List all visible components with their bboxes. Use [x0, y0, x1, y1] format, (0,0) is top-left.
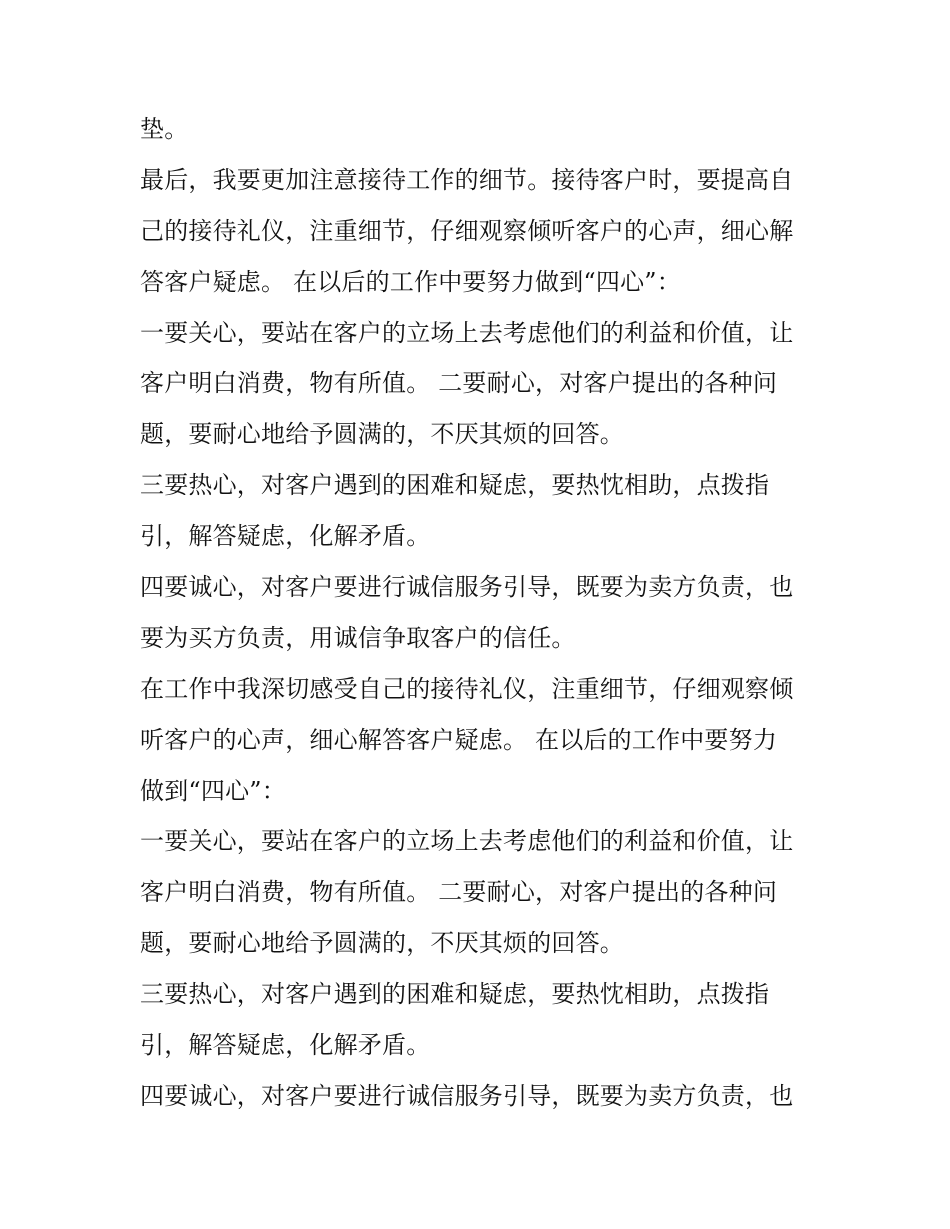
text-line: 一要关心，要站在客户的立场上去考虑他们的利益和价值，让	[140, 318, 794, 347]
text-line: 最后，我要更加注意接待工作的细节。接待客户时，要提高自	[140, 165, 794, 194]
text-line: 客户明白消费，物有所值。 二要耐心，对客户提出的各种问	[140, 878, 778, 907]
text-line: 四要诚心，对客户要进行诚信服务引导，既要为卖方负责，也	[140, 573, 794, 602]
text-line: 三要热心，对客户遇到的困难和疑虑，要热忱相助，点拨指	[140, 471, 770, 500]
text-line: 引，解答疑虑，化解矛盾。	[140, 1031, 431, 1060]
text-line: 题，要耐心地给予圆满的，不厌其烦的回答。	[140, 420, 624, 449]
text-line: 三要热心，对客户遇到的困难和疑虑，要热忱相助，点拨指	[140, 980, 770, 1009]
text-line: 己的接待礼仪，注重细节，仔细观察倾听客户的心声，细心解	[140, 216, 794, 245]
text-line: 引，解答疑虑，化解矛盾。	[140, 522, 431, 551]
text-line: 在工作中我深切感受自己的接待礼仪，注重细节，仔细观察倾	[140, 674, 794, 703]
body-text	[140, 104, 820, 1122]
text-line: 题，要耐心地给予圆满的，不厌其烦的回答。	[140, 929, 624, 958]
text-line: 要为买方负责，用诚信争取客户的信任。	[140, 623, 576, 652]
text-line: 听客户的心声，细心解答客户疑虑。 在以后的工作中要努力	[140, 725, 778, 754]
text-line: 四要诚心，对客户要进行诚信服务引导，既要为卖方负责，也	[140, 1081, 794, 1110]
text-line: 客户明白消费，物有所值。 二要耐心，对客户提出的各种问	[140, 369, 778, 398]
text-line: 答客户疑虑。 在以后的工作中要努力做到“四心”：	[140, 267, 681, 296]
text-line: 做到“四心”：	[140, 776, 286, 805]
text-line: 垫。	[140, 115, 189, 143]
text-line: 一要关心，要站在客户的立场上去考虑他们的利益和价值，让	[140, 827, 794, 856]
